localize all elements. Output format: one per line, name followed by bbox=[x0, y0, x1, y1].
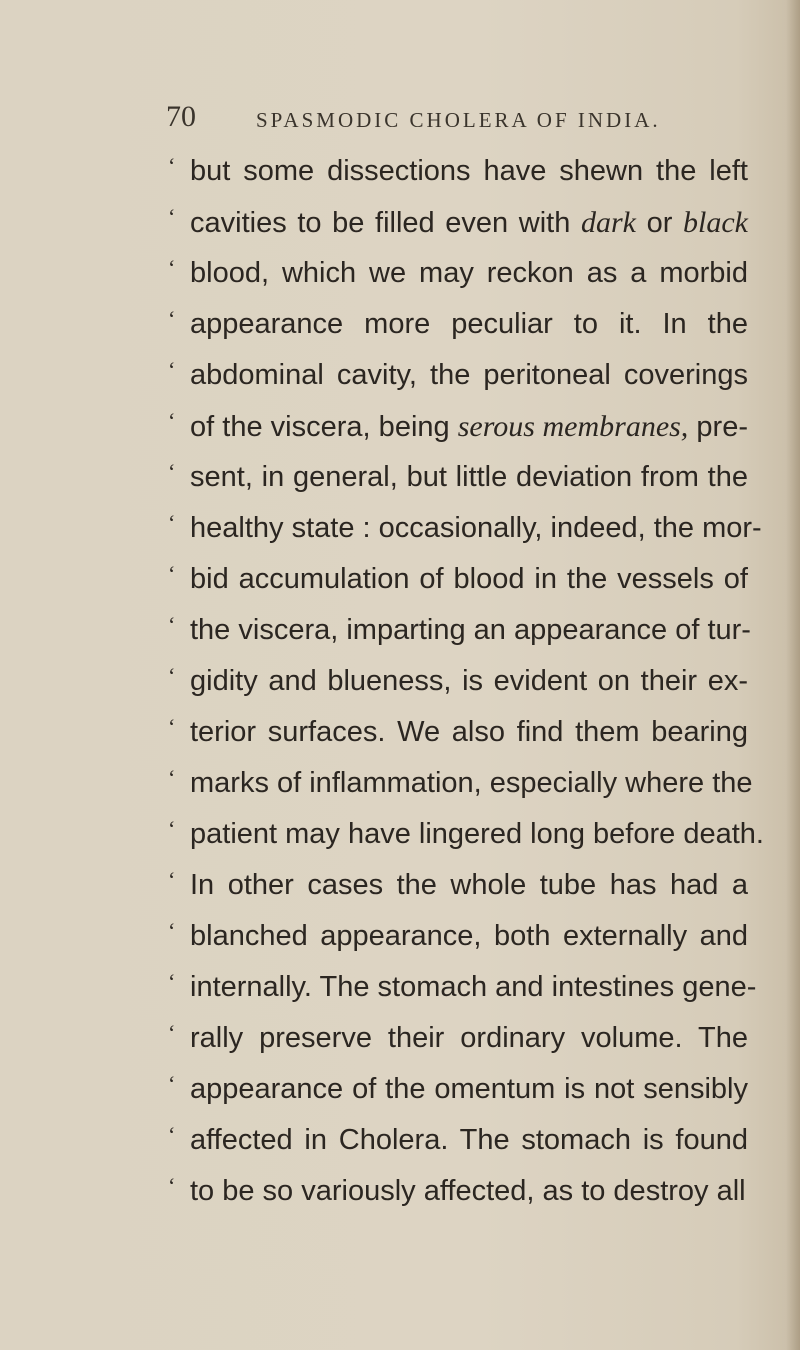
quote-mark: ‘ bbox=[168, 255, 176, 280]
quote-mark: ‘ bbox=[168, 459, 176, 484]
quote-mark: ‘ bbox=[168, 663, 176, 688]
line-text: patient may have lingered long before death. bbox=[190, 818, 764, 850]
text-line bbox=[168, 707, 748, 758]
text-line bbox=[168, 605, 751, 656]
text-line bbox=[168, 860, 748, 911]
line-text: cavities to be filled even with bbox=[190, 207, 581, 239]
line-text: appearance of the omentum is not sensibly bbox=[190, 1073, 748, 1105]
line-text: bid accumulation of blood in the vessels of bbox=[190, 563, 748, 595]
text-line bbox=[168, 248, 748, 299]
italic-text: black bbox=[683, 206, 748, 239]
quote-mark: ‘ bbox=[168, 1173, 176, 1198]
quote-mark: ‘ bbox=[168, 1122, 176, 1147]
line-text: or bbox=[635, 207, 684, 239]
body-text bbox=[168, 146, 764, 1217]
quote-mark: ‘ bbox=[168, 969, 176, 994]
text-line bbox=[168, 146, 748, 197]
line-text: appearance more peculiar to it. In the bbox=[190, 308, 748, 340]
quote-mark: ‘ bbox=[168, 816, 176, 841]
quote-mark: ‘ bbox=[168, 1020, 176, 1045]
quote-mark: ‘ bbox=[168, 306, 176, 331]
text-line bbox=[168, 809, 764, 860]
page-number: 70 bbox=[166, 100, 196, 133]
line-text: internally. The stomach and intestines gene- bbox=[190, 971, 757, 1003]
quote-mark: ‘ bbox=[168, 357, 176, 382]
text-line bbox=[168, 911, 748, 962]
italic-text: dark bbox=[580, 206, 636, 239]
line-text: marks of inflammation, especially where the bbox=[190, 767, 753, 799]
line-text: healthy state : occasionally, indeed, the mor- bbox=[190, 512, 762, 544]
quote-mark: ‘ bbox=[168, 510, 176, 535]
text-line bbox=[168, 1166, 748, 1217]
quote-mark: ‘ bbox=[168, 918, 176, 943]
text-line bbox=[168, 1115, 748, 1166]
text-line bbox=[168, 299, 748, 350]
page-edge-shadow bbox=[786, 0, 800, 1350]
quote-mark: ‘ bbox=[168, 204, 176, 229]
text-line bbox=[168, 401, 748, 452]
text-line bbox=[168, 1013, 748, 1064]
quote-mark: ‘ bbox=[168, 867, 176, 892]
line-text: sent, in general, but little deviation from the bbox=[190, 461, 748, 493]
text-line bbox=[168, 1064, 748, 1115]
line-text: but some dissections have shewn the left bbox=[190, 155, 748, 187]
line-text: abdominal cavity, the peritoneal coverings bbox=[190, 359, 748, 391]
text-line bbox=[168, 962, 757, 1013]
line-text: affected in Cholera. The stomach is found bbox=[190, 1124, 748, 1156]
quote-mark: ‘ bbox=[168, 408, 176, 433]
quote-mark: ‘ bbox=[168, 612, 176, 637]
line-text: pre- bbox=[688, 411, 748, 443]
line-text: rally preserve their ordinary volume. The bbox=[190, 1022, 748, 1054]
text-line bbox=[168, 197, 748, 248]
page-header bbox=[0, 100, 800, 150]
text-line bbox=[168, 350, 748, 401]
text-line bbox=[168, 758, 753, 809]
text-line bbox=[168, 503, 762, 554]
quote-mark: ‘ bbox=[168, 765, 176, 790]
line-text: terior surfaces. We also find them bearing bbox=[190, 716, 748, 748]
quote-mark: ‘ bbox=[168, 153, 176, 178]
line-text: of the viscera, being bbox=[190, 411, 458, 443]
line-text: gidity and blueness, is evident on their ex- bbox=[190, 665, 748, 697]
running-title: SPASMODIC CHOLERA OF INDIA. bbox=[256, 108, 661, 132]
quote-mark: ‘ bbox=[168, 1071, 176, 1096]
quote-mark: ‘ bbox=[168, 714, 176, 739]
line-text: blood, which we may reckon as a morbid bbox=[190, 257, 748, 289]
line-text: the viscera, imparting an appearance of tur- bbox=[190, 614, 751, 646]
text-line bbox=[168, 452, 748, 503]
text-line bbox=[168, 656, 748, 707]
line-text: to be so variously affected, as to destroy all bbox=[190, 1175, 746, 1207]
italic-text: serous membranes, bbox=[457, 410, 689, 443]
quote-mark: ‘ bbox=[168, 561, 176, 586]
text-line bbox=[168, 554, 748, 605]
line-text: In other cases the whole tube has had a bbox=[190, 869, 748, 901]
line-text: blanched appearance, both externally and bbox=[190, 920, 748, 952]
